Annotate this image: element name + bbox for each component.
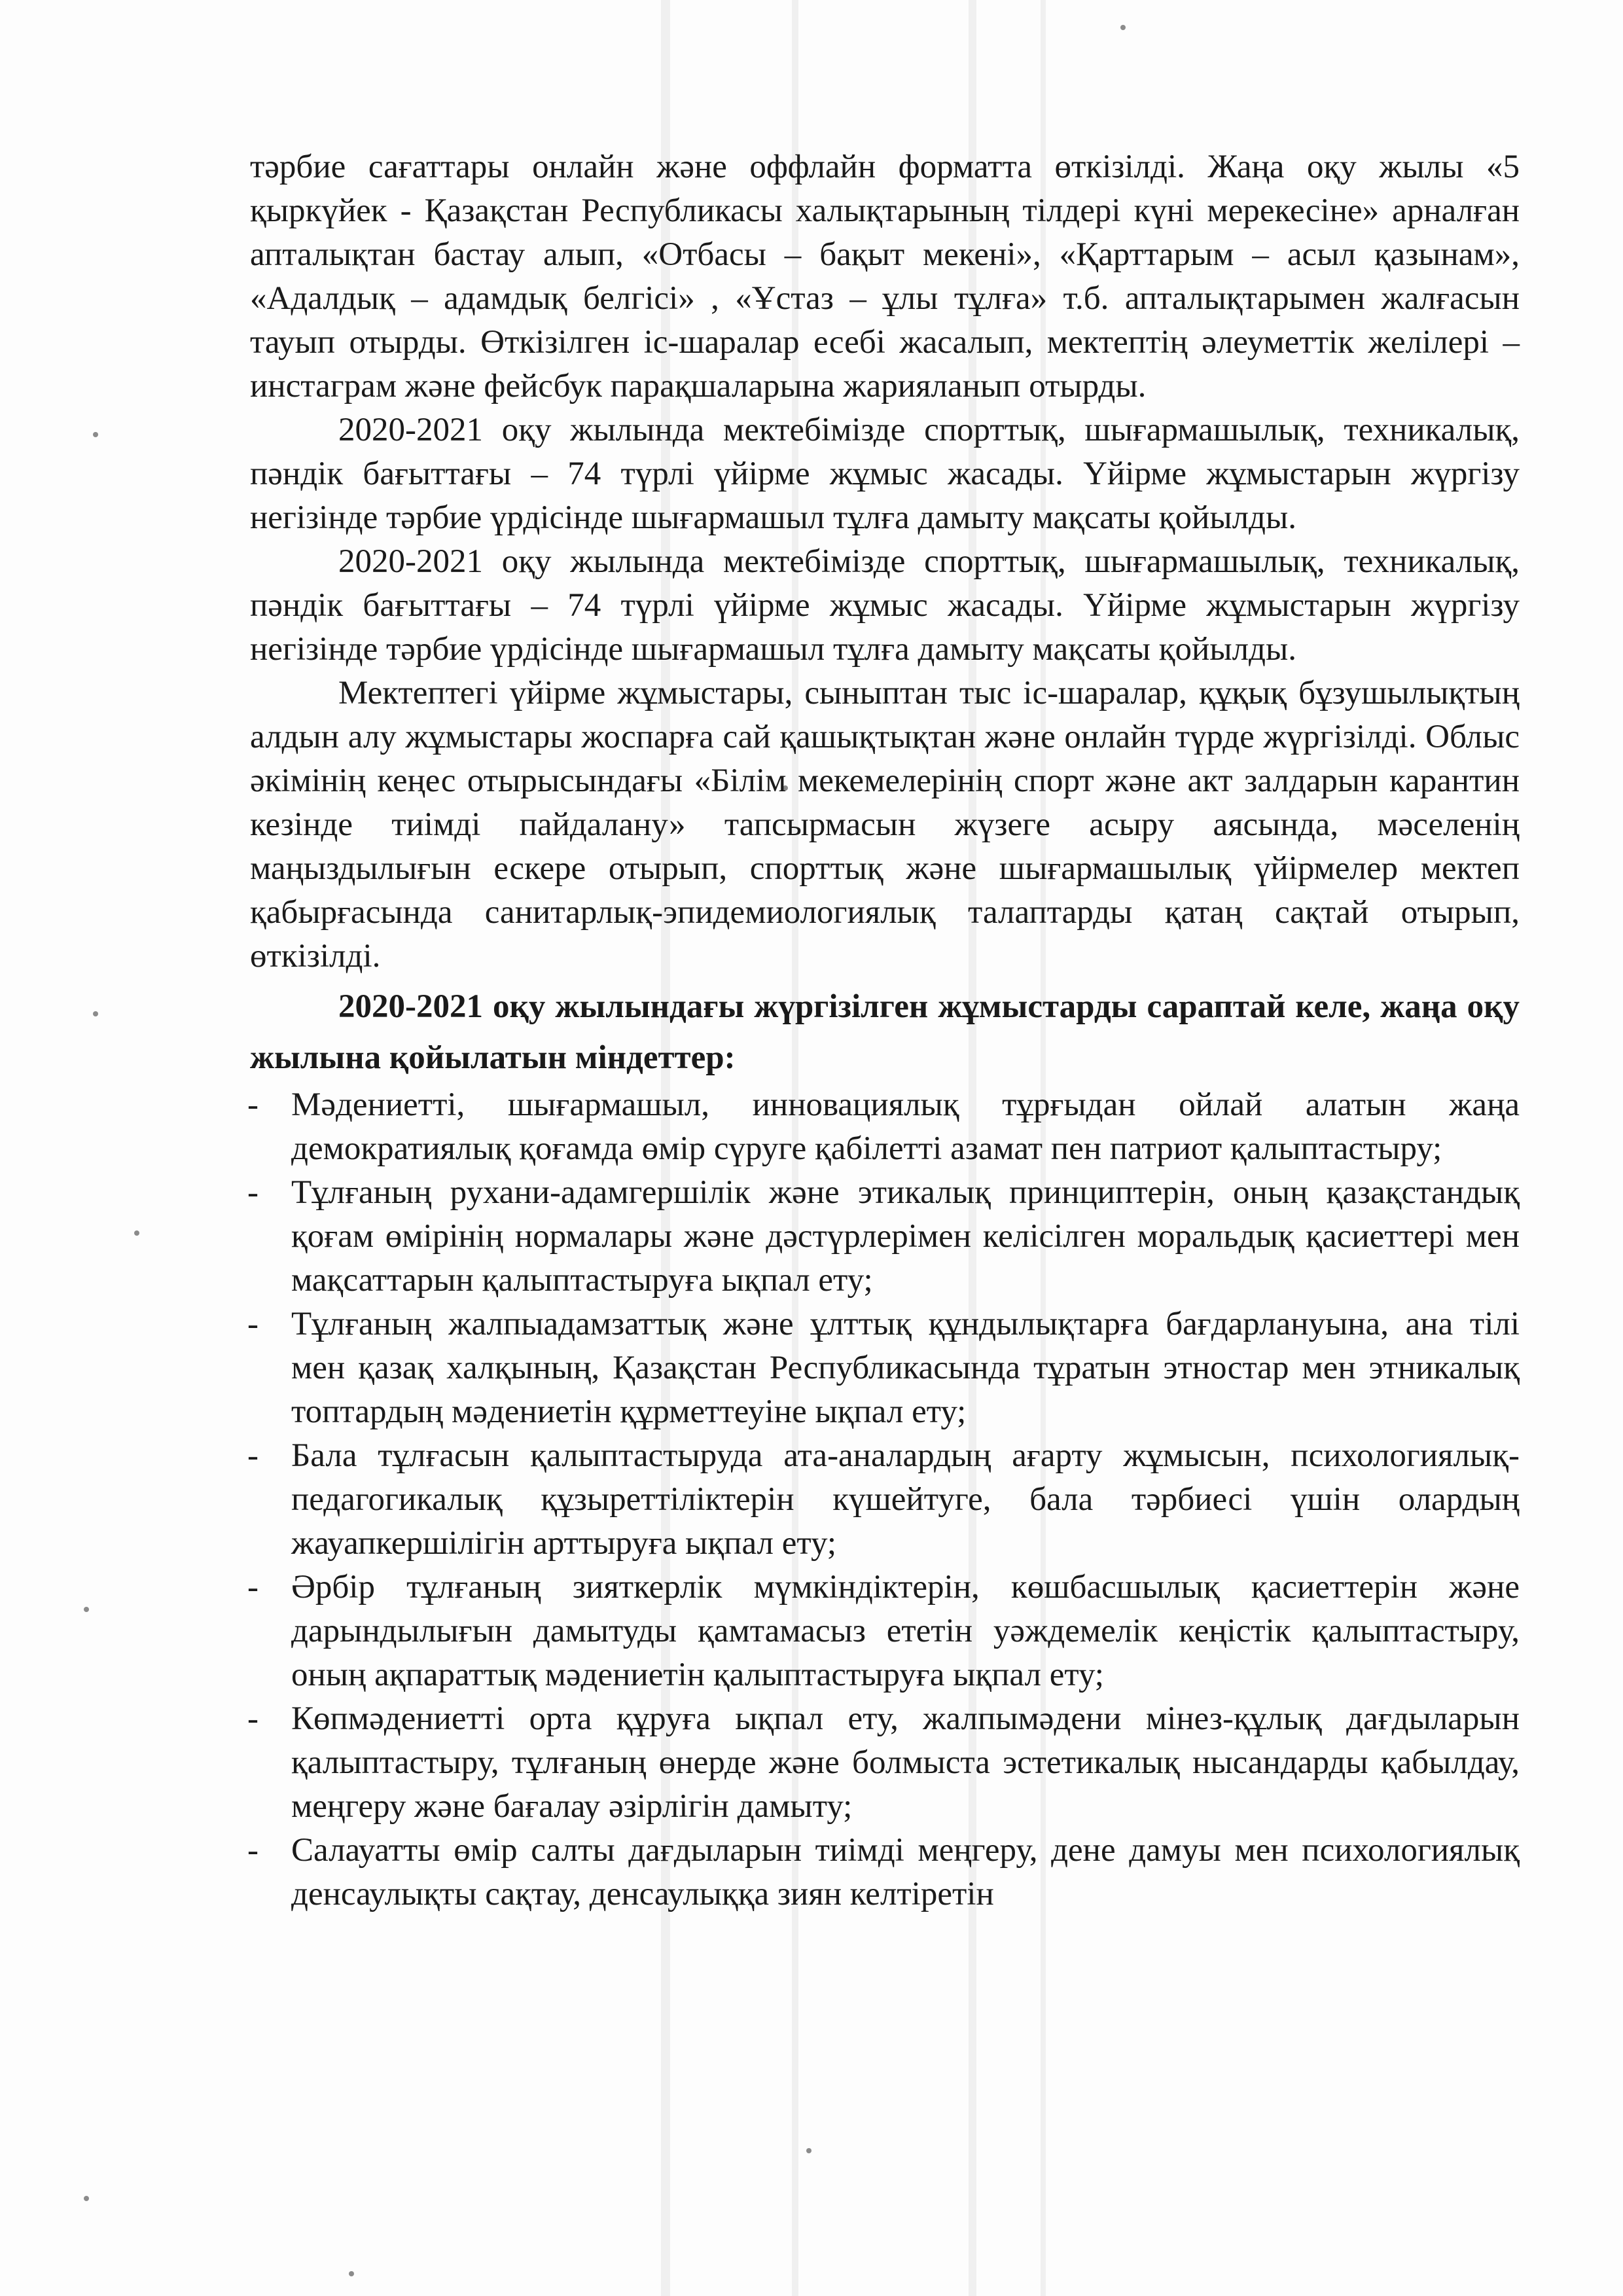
document-body	[247, 145, 1520, 1916]
paragraph: 2020-2021 оқу жылында мектебімізде спорттық, шығармашылық, техникалық, пәндік бағыттағы – 74 түрлі үйірме жұмыс жасады. Үйірме жұмыстарын жүргізу негізінде тәрбие үрдісінде шығармашыл тұлға дамыту мақсаты қойылды.	[250, 543, 1520, 668]
paragraph: Мектептегі үйірме жұмыстары, сыныптан тыс іс-шаралар, құқық бұзушылықтың алдын алу жұмыстары жоспарға сай қашықтықтан және онлайн түрде жүргізілді. Облыс әкімінің кеңес отырысындағы «Білім мекемелерінің спорт және акт залдарын карантин кезінде тиімді пайдалану» тапсырмасын жүзеге асыру аясында, мәселенің маңыздылығын ескере отырып, спорттық және шығармашылық үйірмелер мектеп қабырғасында санитарлық-эпидемиологиялық талаптарды қатаң сақтай отырып, өткізілді.	[250, 675, 1520, 975]
list-item	[247, 1566, 1520, 1697]
tasks-list	[247, 1083, 1520, 1916]
list-item-text: Әрбір тұлғаның зияткерлік мүмкіндіктерін, көшбасшылық қасиеттерін және дарындылығын дамытуды қамтамасыз ететін уәждемелік кеңістік қалыптастыру, оның ақпараттық мәдениетін қалыптастыруға ықпал ету;	[291, 1569, 1520, 1693]
list-item	[247, 1302, 1520, 1434]
list-item-text: Бала тұлғасын қалыптастыруда ата-аналардың ағарту жұмысын, психологиялық-педагогикалық құзыреттіліктерін күшейтуге, бала тәрбиесі үшін олардың жауапкершілігін арттыруға ықпал ету;	[291, 1437, 1520, 1562]
list-item	[247, 1697, 1520, 1829]
list-item	[247, 1434, 1520, 1566]
scan-speck	[134, 1230, 139, 1236]
list-item	[247, 1083, 1520, 1171]
list-item-text: Тұлғаның жалпыадамзаттық және ұлттық құндылықтарға бағдарлануына, ана тілі мен қазақ халқының, Қазақстан Республикасында тұратын этностар мен этникалық топтардың мәдениетін құрметтеуіне ықпал ету;	[291, 1306, 1520, 1430]
scan-speck	[806, 2148, 812, 2153]
section-heading: 2020-2021 оқу жылындағы жүргізілген жұмыстарды сараптай келе, жаңа оқу жылына қойылатын міндеттер:	[250, 988, 1520, 1076]
list-item-text: Мәдениетті, шығармашыл, инновациялық тұрғыдан ойлай алатын жаңа демократиялық қоғамда өмір сүруге қабілетті азамат пен патриот қалыптастыру;	[291, 1086, 1520, 1167]
list-marker: -	[247, 1832, 259, 1869]
list-item-text: Тұлғаның рухани-адамгершілік және этикалық принциптерін, оның қазақстандық қоғам өмірінің нормалары және дәстүрлерімен келісілген моральдық қасиеттері мен мақсаттарын қалыптастыруға ықпал ету;	[291, 1174, 1520, 1299]
scan-speck	[93, 1011, 98, 1016]
scan-speck	[84, 2196, 89, 2201]
scan-speck	[93, 432, 98, 437]
list-marker: -	[247, 1700, 259, 1737]
list-marker: -	[247, 1086, 259, 1123]
list-marker: -	[247, 1437, 259, 1474]
list-marker: -	[247, 1174, 259, 1211]
scan-speck	[1120, 25, 1126, 30]
list-marker: -	[247, 1569, 259, 1605]
paragraph: тәрбие сағаттары онлайн және оффлайн форматта өткізілді. Жаңа оқу жылы «5 қыркүйек - Қазақстан Республикасы халықтарының тілдері күні мерекесіне» арналған апталықтан бастау алып, «Отбасы – бақыт мекені», «Қарттарым – асыл қазынам», «Адалдық – адамдық белгісі» , «Ұстаз – ұлы тұлға» т.б. апталықтарымен жалғасын тауып отырды. Өткізілген іс-шаралар есебі жасалып, мектептің әлеуметтік желілері – инстаграм және фейсбук парақшаларына жарияланып отырды.	[250, 149, 1520, 404]
paragraph: 2020-2021 оқу жылында мектебімізде спорттық, шығармашылық, техникалық, пәндік бағыттағы – 74 түрлі үйірме жұмыс жасады. Үйірме жұмыстарын жүргізу негізінде тәрбие үрдісінде шығармашыл тұлға дамыту мақсаты қойылды.	[250, 412, 1520, 536]
scan-speck	[84, 1607, 89, 1612]
list-item	[247, 1171, 1520, 1302]
list-item-text: Көпмәдениетті орта құруға ықпал ету, жалпымәдени мінез-құлық дағдыларын қалыптастыру, тұлғаның өнерде және болмыста эстетикалық нысандарды қабылдау, меңгеру және бағалау әзірлігін дамыту;	[291, 1700, 1520, 1825]
list-marker: -	[247, 1306, 259, 1342]
list-item-text: Салауатты өмір салты дағдыларын тиімді меңгеру, дене дамуы мен психологиялық денсаулықты сақтау, денсаулыққа зиян келтіретін	[291, 1832, 1520, 1912]
scan-speck	[349, 2271, 354, 2276]
list-item	[247, 1829, 1520, 1916]
